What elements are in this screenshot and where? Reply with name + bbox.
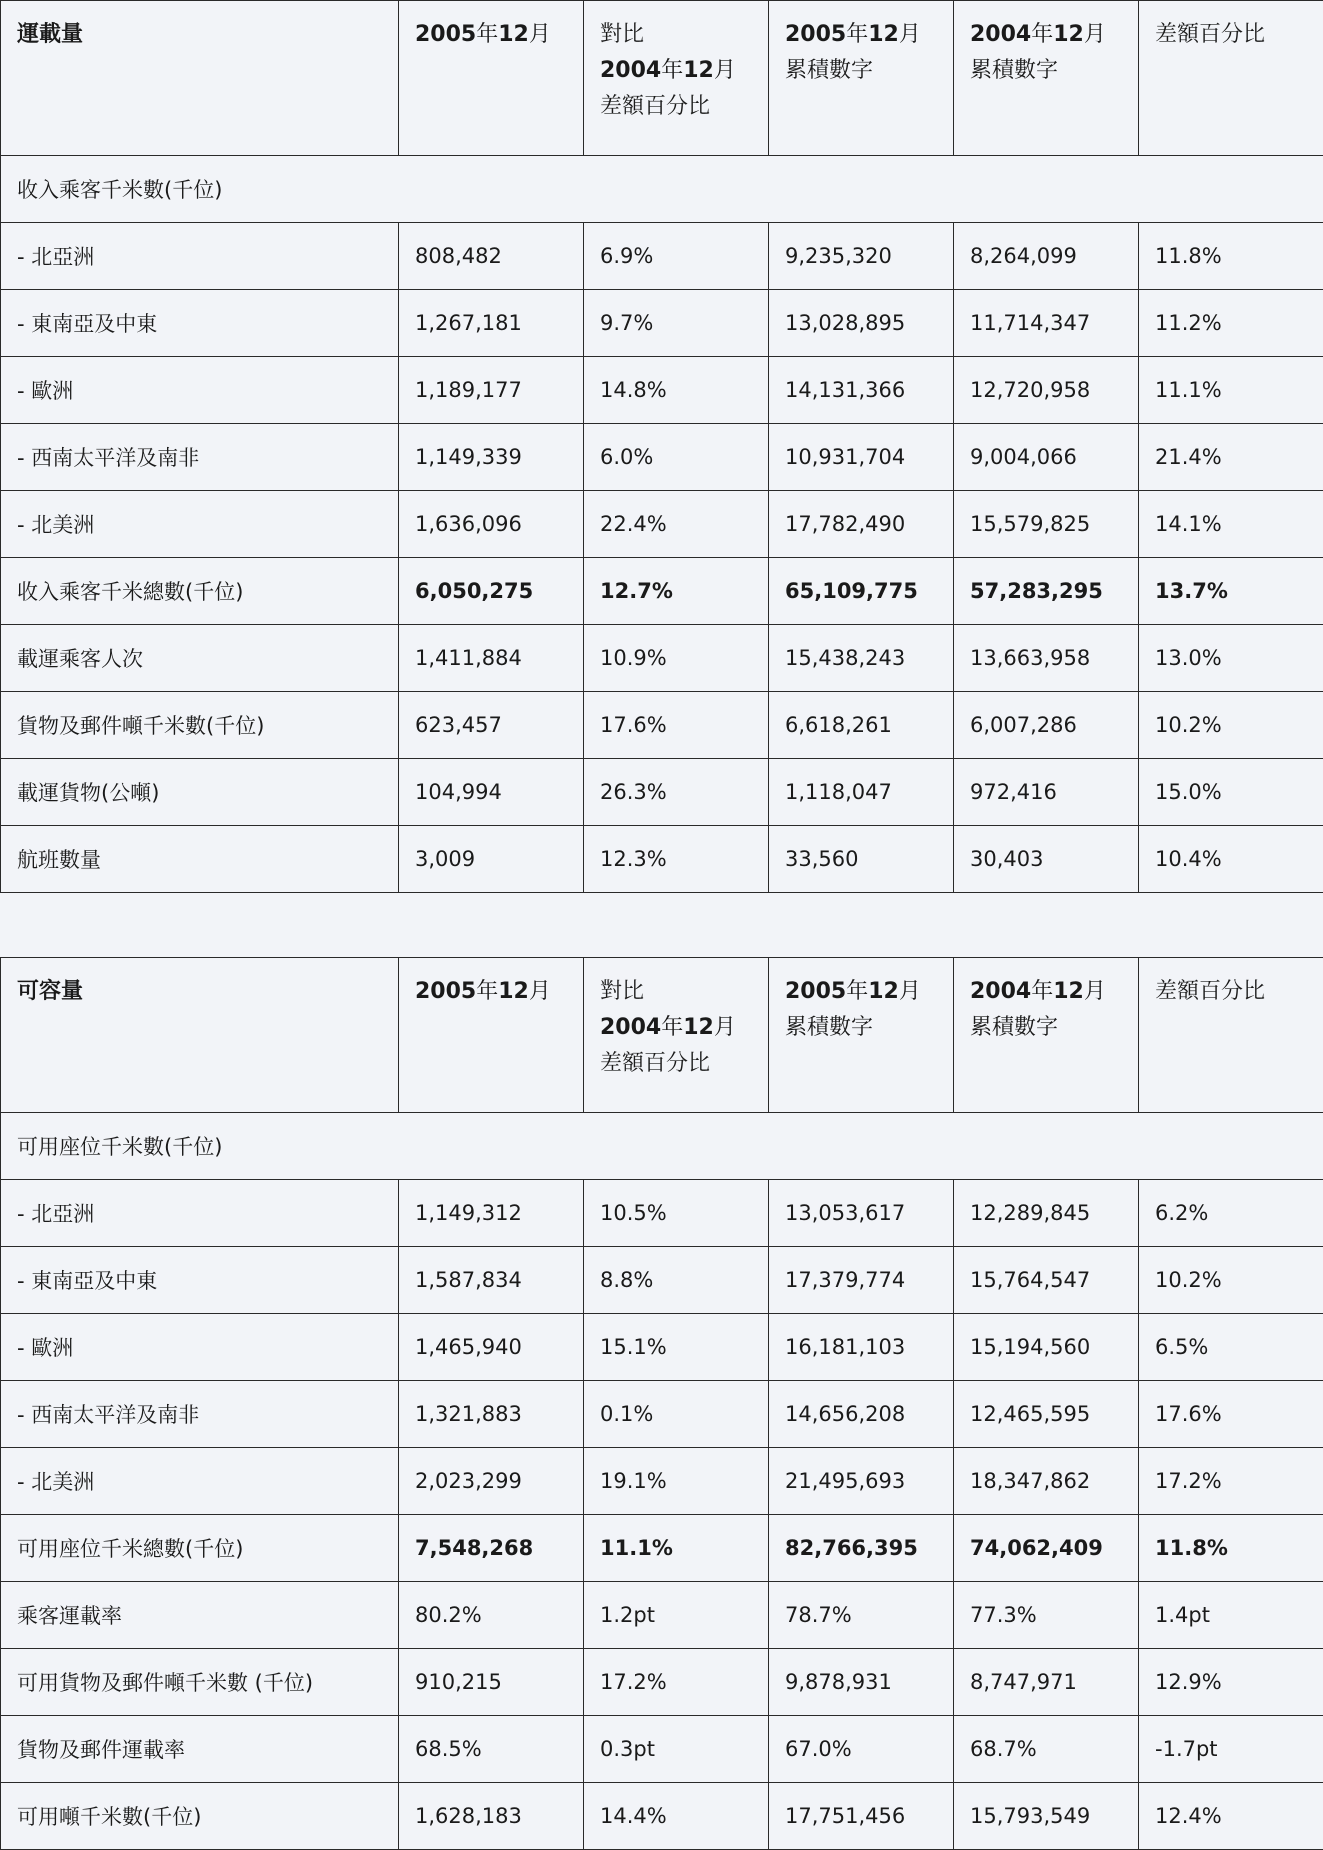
cell: 10.2%: [1139, 1247, 1323, 1314]
cell: 10.2%: [1139, 692, 1323, 759]
cell: -1.7pt: [1139, 1716, 1323, 1783]
cell: 0.1%: [584, 1381, 769, 1448]
table-row: [1, 759, 1323, 826]
cell: 17.2%: [584, 1649, 769, 1716]
cell: 15,579,825: [954, 491, 1139, 558]
row-label: 貨物及郵件噸千米數(千位): [1, 692, 399, 759]
header-ytd-2005: 2005年12月 累積數字: [769, 958, 954, 1113]
table-row: [1, 1180, 1323, 1247]
cell: 17.2%: [1139, 1448, 1323, 1515]
cell: 14,656,208: [769, 1381, 954, 1448]
table-row: [1, 357, 1323, 424]
table-row: [1, 1314, 1323, 1381]
row-label: - 東南亞及中東: [1, 290, 399, 357]
cell: 68.5%: [399, 1716, 584, 1783]
cell: 21,495,693: [769, 1448, 954, 1515]
cell: 6,618,261: [769, 692, 954, 759]
cell: 15,194,560: [954, 1314, 1139, 1381]
cell: 1,628,183: [399, 1783, 584, 1850]
cell: 14.1%: [1139, 491, 1323, 558]
row-label: 可用座位千米總數(千位): [1, 1515, 399, 1582]
header-category: 運載量: [1, 1, 399, 156]
cell: 3,009: [399, 826, 584, 893]
cell: 13,028,895: [769, 290, 954, 357]
row-label: - 東南亞及中東: [1, 1247, 399, 1314]
header-change-percent: 差額百分比: [1139, 1, 1323, 156]
cell: 808,482: [399, 223, 584, 290]
cell: 10.9%: [584, 625, 769, 692]
row-label: 可用噸千米數(千位): [1, 1783, 399, 1850]
cell: 8.8%: [584, 1247, 769, 1314]
table-row: [1, 290, 1323, 357]
cell: 10.5%: [584, 1180, 769, 1247]
cell: 13.0%: [1139, 625, 1323, 692]
cell: 18,347,862: [954, 1448, 1139, 1515]
cell: 15.1%: [584, 1314, 769, 1381]
cell: 22.4%: [584, 491, 769, 558]
table-row: [1, 491, 1323, 558]
row-label: 可用貨物及郵件噸千米數 (千位): [1, 1649, 399, 1716]
header-ytd-2004: 2004年12月 累積數字: [954, 958, 1139, 1113]
cell: 11.1%: [584, 1515, 769, 1582]
cell: 12.4%: [1139, 1783, 1323, 1850]
table-row: [1, 1783, 1323, 1850]
cell: 14.8%: [584, 357, 769, 424]
cell: 12.7%: [584, 558, 769, 625]
table-row: [1, 223, 1323, 290]
cell: 6,007,286: [954, 692, 1139, 759]
cell: 1.2pt: [584, 1582, 769, 1649]
cell: 57,283,295: [954, 558, 1139, 625]
cell: 17,379,774: [769, 1247, 954, 1314]
header-month: 2005年12月: [399, 1, 584, 156]
capacity-table: [0, 957, 1323, 1850]
row-label: - 北亞洲: [1, 223, 399, 290]
table-row: [1, 826, 1323, 893]
cell: 12,465,595: [954, 1381, 1139, 1448]
cell: 1,267,181: [399, 290, 584, 357]
cell: 15,438,243: [769, 625, 954, 692]
cell: 11.1%: [1139, 357, 1323, 424]
row-label: - 歐洲: [1, 357, 399, 424]
cell: 1,149,312: [399, 1180, 584, 1247]
table-row: [1, 424, 1323, 491]
total-row: [1, 558, 1323, 625]
table-row: [1, 692, 1323, 759]
cell: 910,215: [399, 1649, 584, 1716]
cell: 17,751,456: [769, 1783, 954, 1850]
cell: 9.7%: [584, 290, 769, 357]
cell: 10,931,704: [769, 424, 954, 491]
cell: 1,411,884: [399, 625, 584, 692]
cell: 6.9%: [584, 223, 769, 290]
cell: 12,289,845: [954, 1180, 1139, 1247]
total-row: [1, 1515, 1323, 1582]
header-vs-last-year: 對比 2004年12月 差額百分比: [584, 958, 769, 1113]
cell: 1,321,883: [399, 1381, 584, 1448]
cell: 6,050,275: [399, 558, 584, 625]
cell: 1,587,834: [399, 1247, 584, 1314]
header-change-percent: 差額百分比: [1139, 958, 1323, 1113]
row-label: - 西南太平洋及南非: [1, 1381, 399, 1448]
traffic-table: [0, 0, 1323, 893]
cell: 1,149,339: [399, 424, 584, 491]
cell: 30,403: [954, 826, 1139, 893]
cell: 13,053,617: [769, 1180, 954, 1247]
cell: 82,766,395: [769, 1515, 954, 1582]
cell: 7,548,268: [399, 1515, 584, 1582]
traffic-table-header: [1, 1, 1323, 156]
cell: 11.8%: [1139, 223, 1323, 290]
cell: 8,747,971: [954, 1649, 1139, 1716]
cell: 15.0%: [1139, 759, 1323, 826]
cell: 68.7%: [954, 1716, 1139, 1783]
row-label: 航班數量: [1, 826, 399, 893]
table-row: [1, 1582, 1323, 1649]
row-label: - 西南太平洋及南非: [1, 424, 399, 491]
cell: 15,764,547: [954, 1247, 1139, 1314]
cell: 6.2%: [1139, 1180, 1323, 1247]
cell: 16,181,103: [769, 1314, 954, 1381]
cell: 9,004,066: [954, 424, 1139, 491]
row-label: 收入乘客千米總數(千位): [1, 558, 399, 625]
cell: 972,416: [954, 759, 1139, 826]
section-label: 收入乘客千米數(千位): [1, 156, 1323, 223]
cell: 9,235,320: [769, 223, 954, 290]
cell: 80.2%: [399, 1582, 584, 1649]
cell: 10.4%: [1139, 826, 1323, 893]
cell: 6.0%: [584, 424, 769, 491]
header-vs-last-year: 對比 2004年12月 差額百分比: [584, 1, 769, 156]
cell: 13.7%: [1139, 558, 1323, 625]
cell: 1,465,940: [399, 1314, 584, 1381]
section-row: [1, 1113, 1323, 1180]
cell: 1,118,047: [769, 759, 954, 826]
cell: 9,878,931: [769, 1649, 954, 1716]
cell: 12,720,958: [954, 357, 1139, 424]
cell: 12.3%: [584, 826, 769, 893]
table-row: [1, 625, 1323, 692]
table-row: [1, 1381, 1323, 1448]
cell: 104,994: [399, 759, 584, 826]
row-label: - 北美洲: [1, 1448, 399, 1515]
cell: 12.9%: [1139, 1649, 1323, 1716]
cell: 11.2%: [1139, 290, 1323, 357]
cell: 17,782,490: [769, 491, 954, 558]
cell: 33,560: [769, 826, 954, 893]
cell: 6.5%: [1139, 1314, 1323, 1381]
cell: 74,062,409: [954, 1515, 1139, 1582]
table-row: [1, 1247, 1323, 1314]
cell: 13,663,958: [954, 625, 1139, 692]
row-label: 乘客運載率: [1, 1582, 399, 1649]
cell: 11,714,347: [954, 290, 1139, 357]
cell: 65,109,775: [769, 558, 954, 625]
cell: 78.7%: [769, 1582, 954, 1649]
cell: 11.8%: [1139, 1515, 1323, 1582]
cell: 26.3%: [584, 759, 769, 826]
cell: 17.6%: [1139, 1381, 1323, 1448]
cell: 2,023,299: [399, 1448, 584, 1515]
table-row: [1, 1649, 1323, 1716]
header-ytd-2004: 2004年12月 累積數字: [954, 1, 1139, 156]
cell: 77.3%: [954, 1582, 1139, 1649]
cell: 623,457: [399, 692, 584, 759]
row-label: 載運乘客人次: [1, 625, 399, 692]
header-month: 2005年12月: [399, 958, 584, 1113]
cell: 14.4%: [584, 1783, 769, 1850]
section-label: 可用座位千米數(千位): [1, 1113, 1323, 1180]
capacity-table-header: [1, 958, 1323, 1113]
row-label: - 北亞洲: [1, 1180, 399, 1247]
row-label: - 北美洲: [1, 491, 399, 558]
table-gap: [0, 893, 1323, 957]
cell: 0.3pt: [584, 1716, 769, 1783]
row-label: 貨物及郵件運載率: [1, 1716, 399, 1783]
cell: 15,793,549: [954, 1783, 1139, 1850]
cell: 1,189,177: [399, 357, 584, 424]
cell: 1.4pt: [1139, 1582, 1323, 1649]
cell: 19.1%: [584, 1448, 769, 1515]
section-row: [1, 156, 1323, 223]
cell: 14,131,366: [769, 357, 954, 424]
row-label: - 歐洲: [1, 1314, 399, 1381]
cell: 1,636,096: [399, 491, 584, 558]
cell: 67.0%: [769, 1716, 954, 1783]
cell: 17.6%: [584, 692, 769, 759]
table-row: [1, 1448, 1323, 1515]
table-row: [1, 1716, 1323, 1783]
cell: 8,264,099: [954, 223, 1139, 290]
header-ytd-2005: 2005年12月 累積數字: [769, 1, 954, 156]
cell: 21.4%: [1139, 424, 1323, 491]
row-label: 載運貨物(公噸): [1, 759, 399, 826]
header-category: 可容量: [1, 958, 399, 1113]
